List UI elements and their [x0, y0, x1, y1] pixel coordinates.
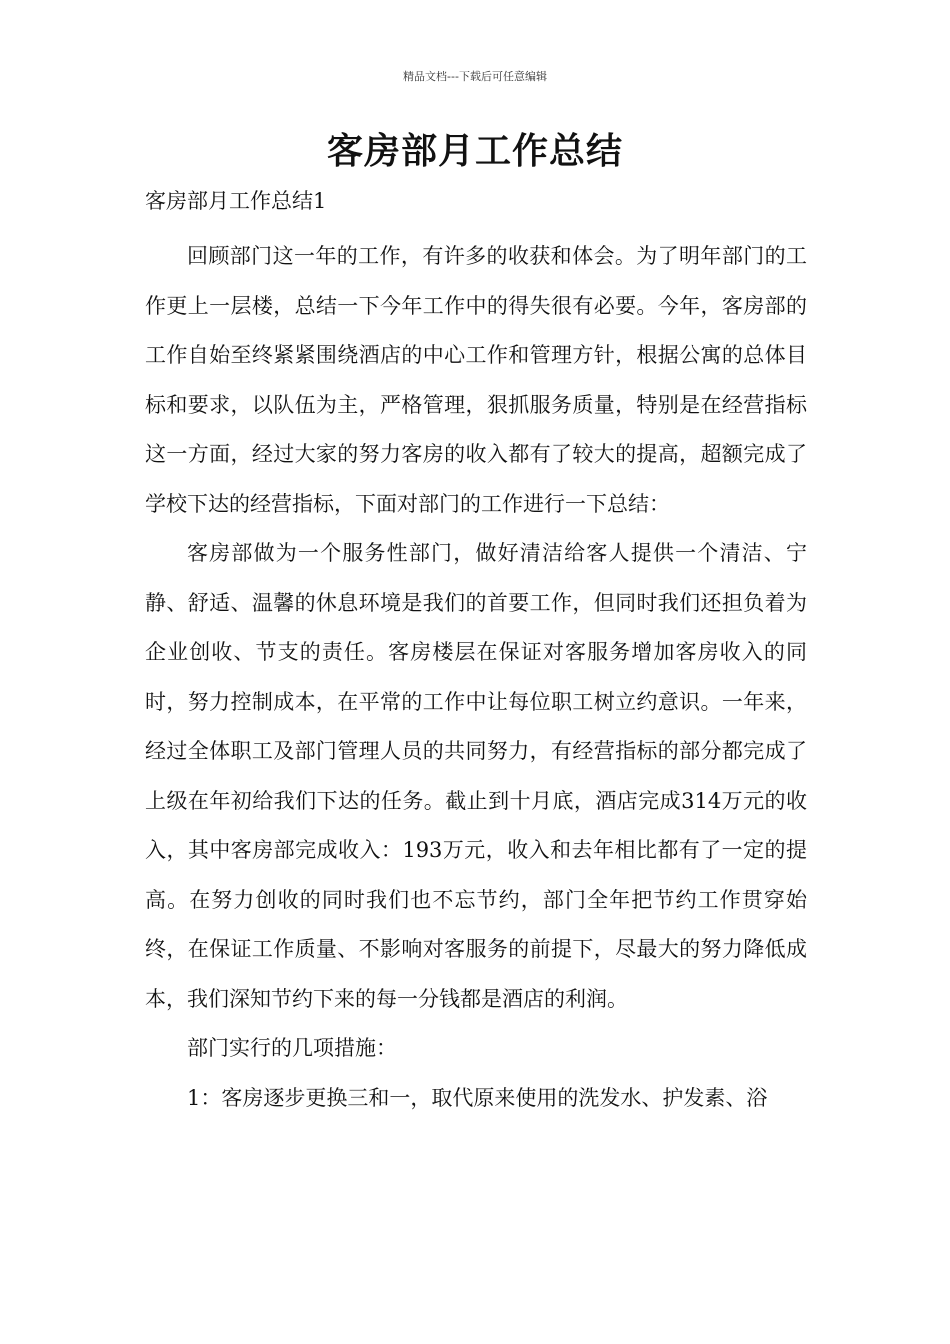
document-body: [145, 183, 807, 1123]
header-note: 精品文档---下载后可任意编辑: [403, 70, 547, 83]
paragraph-measure-1: 1：客房逐步更换三和一，取代原来使用的洗发水、护发素、浴: [187, 1085, 768, 1110]
paragraph-measures-heading: 部门实行的几项措施：: [187, 1036, 397, 1060]
document-title: 客房部月工作总结: [326, 131, 623, 172]
paragraph-service: 客房部做为一个服务性部门，做好清洁给客人提供一个清洁、宁静、舒适、温馨的休息环境是我们的首要工作，但同时我们还担负着为企业创收、节支的责任。客房楼层在保证对客服务增加客房收入的同时，努力控制成本，在平常的工作中让每位职工树立约意识。一年来，经过全体职工及部门管理人员的共同努力，有经营指标的部分都完成了上级在年初给我们下达的任务。截止到十月底，酒店完成314万元的收入，其中客房部完成收入：193万元，收入和去年相比都有了一定的提高。在努力创收的同时我们也不忘节约，部门全年把节约工作贯穿始终，在保证工作质量、不影响对客服务的前提下，尽最大的努力降低成本，我们深知节约下来的每一分钱都是酒店的利润。: [145, 541, 807, 1011]
paragraph-review: 回顾部门这一年的工作，有许多的收获和体会。为了明年部门的工作更上一层楼，总结一下今年工作中的得失很有必要。今年，客房部的工作自始至终紧紧围绕酒店的中心工作和管理方针，根据公寓的总体目标和要求，以队伍为主，严格管理，狠抓服务质量，特别是在经营指标这一方面，经过大家的努力客房的收入都有了较大的提高，超额完成了学校下达的经营指标，下面对部门的工作进行一下总结：: [145, 244, 807, 516]
section-subtitle: 客房部月工作总结1: [145, 189, 327, 213]
